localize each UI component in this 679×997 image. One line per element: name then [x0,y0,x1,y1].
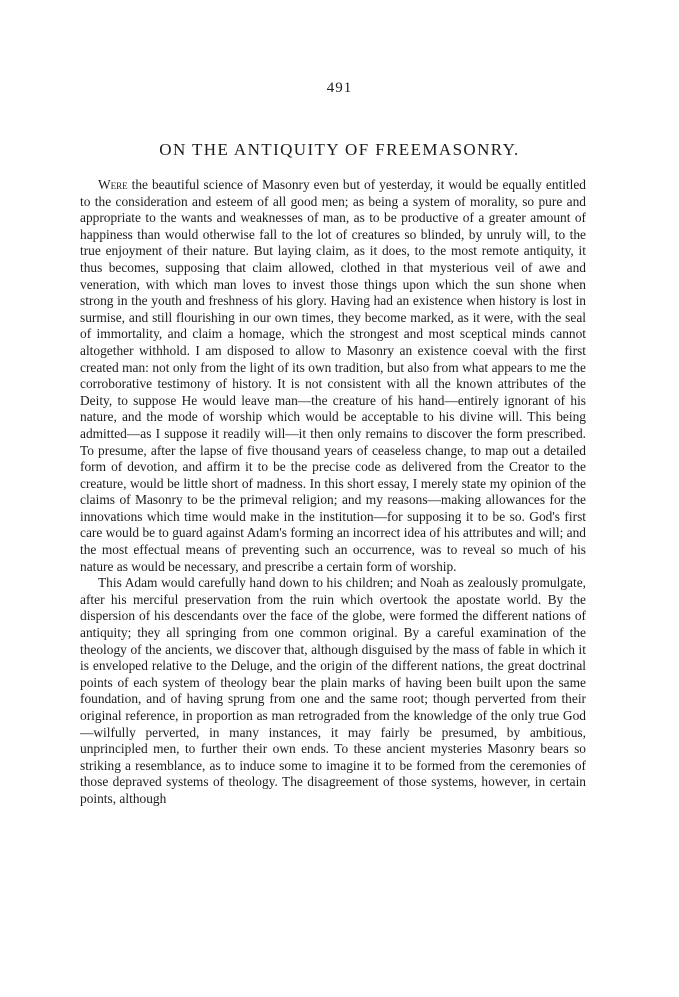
page-number: 491 [326,80,353,96]
article-body [80,177,586,808]
paragraph-2-text: This Adam would carefully hand down to his children; and Noah as zealously promulgate, after his merciful preservation from the ruin which overtook the apostate world. By the dispersion of his descendants over the face of the globe, were formed the different nations of antiquity; they all springing from one common original. By a careful examination of the theology of the ancients, we discover that, although disguised by the mass of fable in which it is enveloped relative to the Deluge, and the origin of the different nations, the great doctrinal points of each system of theology bear the plain marks of having been built upon the same foundation, and of having sprung from one and the same root; though perverted from their original reference, in proportion as man retrograded from the knowledge of the only true God—wilfully perverted, in many instances, it may fairly be presumed, by ambitious, unprincipled men, to further their own ends. To these ancient mysteries Masonry bears so striking a resemblance, as to induce some to imagine it to be formed from the ceremonies of those depraved systems of theology. The disagreement of those systems, however, in certain points, although [80,575,586,806]
paragraph-1-text: the beautiful science of Masonry even but of yesterday, it would be equally entitled to the consideration and esteem of all good men; as being a system of morality, so pure and appropriate to the wants and weaknesses of man, as to be productive of a greater amount of happiness than would otherwise fall to the lot of creatures so blinded, by unruly will, to the true enjoyment of their nature. But laying claim, as it does, to the most remote antiquity, it thus becomes, supposing that claim allowed, clothed in that mysterious veil of awe and veneration, with which man loves to invest those things upon which the sun shone when strong in the youth and freshness of his glory. Having had an existence when history is lost in surmise, and still flourishing in our own times, they become marked, as it were, with the seal of immortality, and claim a homage, which the strongest and most sceptical minds cannot altogether withhold. I am disposed to allow to Masonry an existence coeval with the first created man: not only from the light of its own tradition, but also from what appears to me the corroborative testimony of history. It is not consistent with all the known attributes of the Deity, to suppose He would leave man—the creature of his hand—entirely ignorant of his nature, and the mode of worship which would be acceptable to his divine will. This being admitted—as I suppose it readily will—it then only remains to discover the form prescribed. To presume, after the lapse of five thousand years of ceaseless change, to map out a detailed form of devotion, and affirm it to be the precise code as delivered from the Creator to the creature, would be little short of madness. In this short essay, I merely state my opinion of the claims of Masonry to be the primeval religion; and my reasons—making allowances for the innovations which time would make in the institution—for supposing it to be so. God's first care would be to guard against Adam's forming an incorrect idea of his attributes and will; and the most effectual means of preventing such an occurrence, was to reveal so much of his nature as would be necessary, and prescribe a certain form of worship. [80,177,586,574]
paragraph-1 [80,177,586,575]
paragraph-1-dropword: Were [98,177,128,192]
article-title: ON THE ANTIQUITY OF FREEMASONRY. [159,140,520,159]
paragraph-2 [80,575,586,807]
